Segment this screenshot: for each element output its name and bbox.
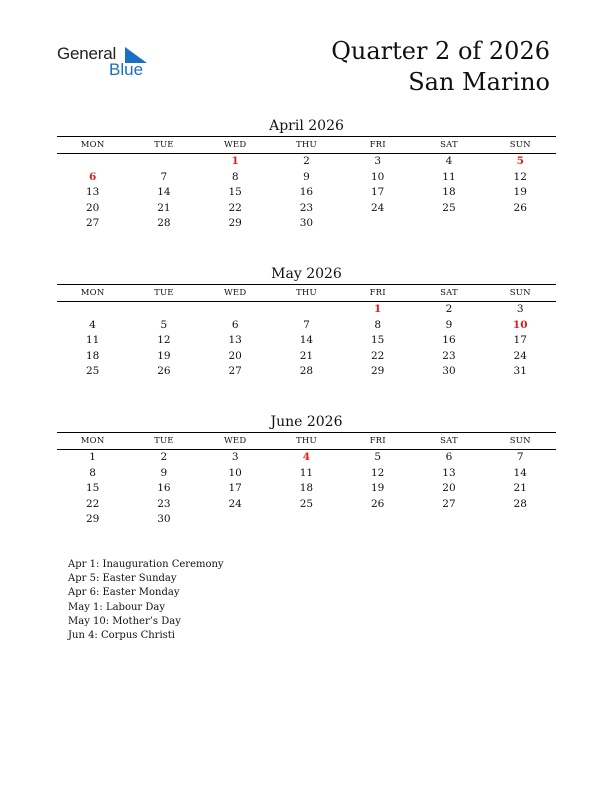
month-may [57, 264, 556, 380]
weekday-header: SAT [440, 140, 458, 150]
page-title [331, 36, 550, 98]
day-cell: 21 [299, 349, 314, 362]
day-cell: 9 [160, 466, 168, 479]
weekday-header-row [57, 433, 556, 450]
day-cell: 2 [445, 303, 453, 315]
day-cell: 10 [512, 318, 528, 331]
day-cell: 3 [516, 303, 524, 315]
day-cell [57, 154, 128, 170]
day-cell: 8 [374, 318, 382, 331]
weekday-header: MON [80, 436, 105, 446]
day-cell: 12 [371, 466, 385, 479]
day-cell [57, 302, 128, 318]
day-cell: 6 [231, 318, 239, 331]
day-cell [271, 512, 342, 528]
weekday-header: SUN [509, 436, 531, 446]
day-cell: 10 [228, 466, 242, 479]
day-cell: 4 [302, 451, 311, 463]
day-cell: 15 [85, 482, 100, 495]
day-cell: 5 [374, 451, 382, 463]
day-cell: 30 [299, 217, 314, 230]
day-cell: 27 [442, 497, 456, 510]
weekday-header: MON [80, 288, 105, 298]
day-cell: 14 [513, 466, 527, 479]
day-cell: 24 [371, 201, 385, 214]
day-cell: 29 [371, 365, 385, 378]
day-cell: 19 [157, 349, 171, 362]
day-cell: 24 [513, 349, 527, 362]
day-cell: 18 [85, 349, 100, 362]
week-row [57, 333, 556, 349]
day-cell: 28 [157, 217, 171, 230]
day-cell: 23 [299, 201, 314, 214]
day-cell: 11 [85, 334, 100, 347]
weekday-header: FRI [369, 140, 386, 150]
day-cell: 16 [299, 186, 314, 199]
day-cell: 6 [445, 451, 453, 463]
day-cell: 15 [228, 186, 242, 199]
weekday-header: SUN [509, 288, 531, 298]
day-cell: 10 [371, 170, 385, 183]
weekday-header: SAT [440, 436, 458, 446]
day-cell: 28 [513, 497, 527, 510]
day-cell: 9 [445, 318, 453, 331]
day-cell [413, 512, 484, 528]
weekday-header: WED [223, 436, 247, 446]
day-cell: 1 [374, 303, 382, 315]
day-cell: 15 [371, 334, 385, 347]
calendar-grid [57, 432, 556, 528]
weekday-header-row [57, 285, 556, 302]
week-row [57, 349, 556, 365]
day-cell: 1 [231, 155, 239, 167]
weekday-header: MON [80, 140, 105, 150]
day-cell: 18 [442, 186, 456, 199]
weekday-header: WED [223, 288, 247, 298]
day-cell: 6 [88, 170, 97, 183]
month-title: April 2026 [269, 118, 344, 134]
day-cell: 26 [371, 497, 385, 510]
day-cell: 12 [157, 334, 171, 347]
weekday-header: THU [296, 436, 317, 446]
day-cell: 5 [516, 155, 524, 167]
day-cell: 11 [299, 466, 314, 479]
day-cell: 13 [228, 334, 242, 347]
week-row [57, 481, 556, 497]
day-cell: 14 [299, 334, 314, 347]
day-cell [342, 512, 413, 528]
day-cell [271, 302, 342, 318]
week-row [57, 318, 556, 334]
holiday-note: Jun 4: Corpus Christi [68, 630, 176, 642]
week-row [57, 450, 556, 466]
day-cell: 19 [371, 482, 385, 495]
day-cell: 12 [513, 170, 527, 183]
day-cell: 25 [85, 365, 100, 378]
weekday-header: TUE [154, 436, 174, 446]
day-cell: 3 [374, 155, 382, 167]
day-cell [128, 302, 199, 318]
day-cell: 9 [303, 170, 310, 183]
day-cell: 13 [442, 466, 456, 479]
month-title: May 2026 [271, 266, 342, 282]
calendar-grid [57, 284, 556, 380]
week-row [57, 216, 556, 232]
day-cell: 17 [371, 186, 385, 199]
day-cell: 30 [157, 513, 171, 526]
day-cell: 7 [160, 170, 168, 183]
day-cell: 5 [160, 318, 168, 331]
day-cell: 2 [160, 451, 168, 463]
title-quarter: Quarter 2 of 2026 [331, 37, 550, 65]
weekday-header: SUN [509, 140, 531, 150]
day-cell: 16 [442, 334, 456, 347]
month-june [57, 412, 556, 528]
week-row [57, 466, 556, 482]
day-cell: 30 [442, 365, 456, 378]
holiday-note: Apr 1: Inauguration Ceremony [68, 559, 224, 570]
day-cell: 24 [228, 497, 242, 510]
day-cell: 28 [299, 365, 314, 378]
holiday-note: Apr 5: Easter Sunday [68, 573, 177, 585]
generalblue-logo [57, 44, 157, 84]
day-cell: 20 [85, 201, 100, 214]
day-cell: 26 [157, 365, 171, 378]
day-cell: 29 [228, 217, 242, 230]
day-cell: 2 [303, 155, 310, 167]
holiday-note: May 10: Mother’s Day [68, 615, 181, 627]
weekday-header: WED [223, 140, 247, 150]
day-cell: 29 [85, 513, 100, 526]
day-cell [485, 512, 556, 528]
day-cell: 4 [445, 155, 453, 167]
day-cell: 4 [89, 318, 96, 331]
day-cell: 22 [371, 349, 385, 362]
day-cell [200, 512, 271, 528]
week-row [57, 364, 556, 380]
day-cell: 16 [157, 482, 171, 495]
month-title: June 2026 [270, 414, 343, 430]
day-cell: 23 [157, 497, 171, 510]
day-cell [413, 216, 484, 232]
weekday-header: TUE [154, 140, 174, 150]
weekday-header: THU [296, 140, 317, 150]
day-cell: 21 [157, 201, 171, 214]
day-cell: 26 [513, 201, 527, 214]
day-cell: 27 [228, 365, 242, 378]
title-country: San Marino [408, 68, 550, 96]
month-april [57, 116, 556, 232]
day-cell: 3 [231, 451, 239, 463]
day-cell: 25 [442, 201, 456, 214]
week-row [57, 185, 556, 201]
week-row [57, 302, 556, 318]
holiday-note: May 1: Labour Day [68, 601, 165, 613]
day-cell: 18 [299, 482, 314, 495]
holiday-list [68, 558, 224, 643]
day-cell: 23 [442, 349, 456, 362]
day-cell: 21 [513, 482, 527, 495]
day-cell: 22 [85, 497, 100, 510]
day-cell: 17 [228, 482, 242, 495]
day-cell: 25 [299, 497, 314, 510]
day-cell: 31 [513, 365, 527, 378]
day-cell: 13 [85, 186, 100, 199]
day-cell [342, 216, 413, 232]
holiday-note: Apr 6: Easter Monday [68, 587, 180, 599]
day-cell: 17 [513, 334, 527, 347]
day-cell: 7 [516, 451, 524, 463]
day-cell [128, 154, 199, 170]
logo-text-general: General [57, 44, 117, 63]
week-row [57, 201, 556, 217]
day-cell: 22 [228, 201, 242, 214]
day-cell: 20 [442, 482, 456, 495]
weekday-header-row [57, 137, 556, 154]
day-cell: 20 [228, 349, 242, 362]
day-cell: 11 [442, 170, 456, 183]
weekday-header: FRI [369, 288, 386, 298]
weekday-header: SAT [440, 288, 458, 298]
weekday-header: TUE [154, 288, 174, 298]
weekday-header: THU [296, 288, 317, 298]
day-cell: 7 [303, 318, 310, 331]
week-row [57, 154, 556, 170]
day-cell: 19 [513, 186, 527, 199]
day-cell [485, 216, 556, 232]
day-cell [200, 302, 271, 318]
week-row [57, 512, 556, 528]
day-cell: 8 [89, 466, 96, 479]
day-cell: 27 [85, 217, 100, 230]
weekday-header: FRI [369, 436, 386, 446]
calendar-grid [57, 136, 556, 232]
logo-text-blue: Blue [109, 60, 144, 79]
week-row [57, 170, 556, 186]
day-cell: 1 [89, 451, 96, 463]
day-cell: 8 [231, 170, 239, 183]
week-row [57, 497, 556, 513]
day-cell: 14 [157, 186, 171, 199]
